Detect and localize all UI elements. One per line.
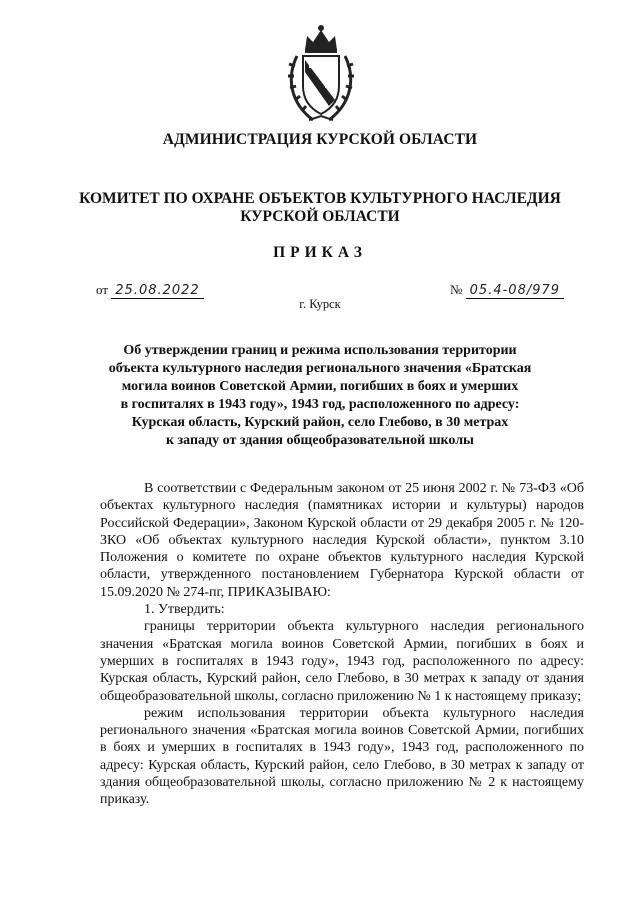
- number-prefix: №: [450, 282, 463, 297]
- subject-line: Курская область, Курский район, село Глебово, в 30 метрах: [131, 415, 509, 430]
- subject-line: Об утверждении границ и режима использования территории: [123, 343, 517, 358]
- committee-heading: [60, 190, 580, 226]
- handwritten-date: 25.08.2022: [111, 283, 203, 299]
- date-prefix: от: [96, 282, 109, 297]
- subject-line: объекта культурного наследия регионального значения «Братская: [108, 361, 532, 376]
- document-type-title: ПРИКАЗ: [273, 244, 367, 261]
- handwritten-number: 05.4-08/979: [466, 283, 564, 299]
- committee-heading-line2: КУРСКОЙ ОБЛАСТИ: [240, 208, 400, 225]
- coat-of-arms-icon: [283, 20, 359, 126]
- body-paragraph-boundaries: границы территории объекта культурного наследия регионального значения «Братская могила воинов Советской Армии, погибших в боях и умерших в госпиталях в 1943 году», 1943 год, расположенного по адресу: Курская область, Курский район, село Глебово, в 30 метрах к западу от здания общеобразовательной школы, согласно приложению № 1 к настоящему приказу;: [100, 619, 584, 704]
- committee-heading-line1: КОМИТЕТ ПО ОХРАНЕ ОБЪЕКТОВ КУЛЬТУРНОГО НАСЛЕДИЯ: [79, 190, 561, 207]
- body-paragraph-approve: 1. Утвердить:: [144, 602, 225, 618]
- subject-line: в госпиталях в 1943 году», 1943 год, расположенного по адресу:: [120, 397, 520, 412]
- subject-line: могила воинов Советской Армии, погибших в боях и умерших: [121, 379, 519, 394]
- order-subject: [100, 342, 540, 450]
- body-paragraph-preamble: В соответствии с Федеральным законом от 25 июня 2002 г. № 73-ФЗ «Об объектах культурного наследия (памятниках истории и культуры) народов Российской Федерации», Законом Курской области от 29 декабря 2005 г. № 120-ЗКО «Об объектах культурного наследия Курской области», пунктом 3.10 Положения о комитете по охране объектов культурного наследия Курской области, утвержденного постановлением Губернатора Курской области от 15.09.2020 № 274-пг, ПРИКАЗЫВАЮ:: [100, 481, 584, 600]
- order-body: [100, 480, 584, 809]
- city-label: г. Курск: [299, 297, 341, 311]
- administration-heading: АДМИНИСТРАЦИЯ КУРСКОЙ ОБЛАСТИ: [162, 131, 478, 148]
- body-paragraph-usage-regime: режим использования территории объекта культурного наследия регионального значения «Братская могила воинов Советской Армии, погибших в боях и умерших в госпиталях в 1943 году», 1943 год, расположенного по адресу: Курская область, Курский район, село Глебово, в 30 метрах к западу от здания общеобразовательной школы, согласно приложению № 2 к настоящему приказу.: [100, 705, 584, 808]
- subject-line: к западу от здания общеобразовательной школы: [165, 433, 474, 448]
